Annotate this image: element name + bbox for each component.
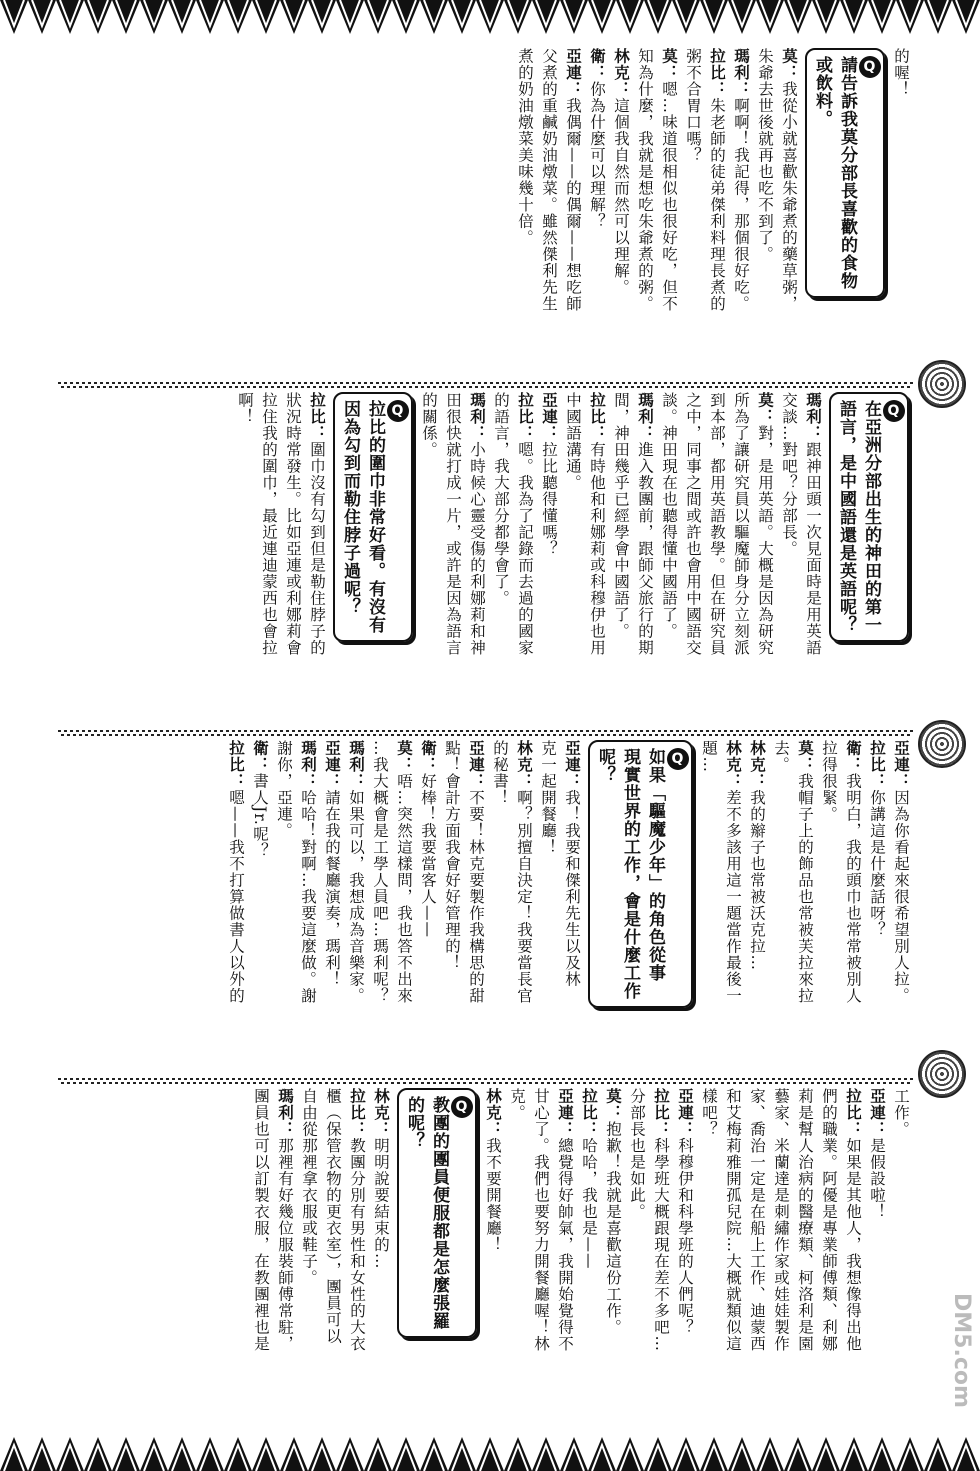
dialogue-text: 甘心了。我們也要努力開餐廳喔！林 <box>532 1088 550 1352</box>
question-box <box>333 392 413 642</box>
dialogue-line <box>441 392 465 724</box>
dialogue-line <box>697 1088 721 1423</box>
question-text: 在亞洲分部出生的神田的第一 語言，是中國語還是英語呢？ <box>836 400 881 634</box>
dialogue-text: 差不多該用這一題當作最後一 <box>724 789 742 1004</box>
dialogue-line <box>553 1088 577 1423</box>
dialogue-line <box>233 392 257 724</box>
dialogue-line <box>465 392 489 724</box>
dialogue-text: 嗯——我不打算做書人以外的 <box>227 789 245 1004</box>
dialogue-line <box>841 740 865 1072</box>
question-box <box>829 392 909 642</box>
speaker-label: 莫： <box>780 48 798 81</box>
question-text: 請告訴我莫分部長喜歡的食物 或飲料。 <box>812 56 857 290</box>
speaker-label: 亞連： <box>323 740 341 790</box>
dialogue-text: 狀況時常發生。比如亞連或利娜莉會 <box>284 392 302 656</box>
dialogue-text: 謝你，亞連。 <box>275 740 293 839</box>
dialogue-line <box>705 48 729 378</box>
dialogue-text: 們的職業。阿優是專業師傅類、利娜 <box>820 1088 838 1352</box>
dialogue-text: 我帽子上的飾品也常被芙拉來拉 <box>796 773 814 1004</box>
dialogue-line <box>769 1088 793 1423</box>
speaker-label: 林克： <box>748 740 766 790</box>
speaker-label: 莫： <box>604 1088 622 1121</box>
speaker-label: 林克： <box>484 1088 502 1138</box>
question-box <box>805 48 885 298</box>
dialogue-text: 不要！林克要製作我構思的甜 <box>467 789 485 1004</box>
speaker-label: 林克： <box>612 48 630 98</box>
speaker-label: 亞連： <box>467 740 485 790</box>
dialogue-line <box>745 1088 769 1423</box>
dialogue-line <box>416 740 440 1072</box>
dialogue-text: 櫃（保管衣物的更衣室），團員可以 <box>324 1088 342 1345</box>
speaker-label: 拉比： <box>348 1088 366 1138</box>
dialogue-line <box>609 392 633 724</box>
dialogue-line <box>705 392 729 724</box>
dialogue-text: 請在我的餐廳演奏，瑪利！ <box>323 789 341 988</box>
dialogue-line <box>561 48 585 378</box>
speaker-label: 拉比： <box>868 740 886 790</box>
q-badge-icon: Q <box>883 400 905 422</box>
dialogue-line <box>577 1088 601 1423</box>
dialogue-text: 所為了讓研究員以驅魔師身分立刻派 <box>732 392 750 656</box>
dialogue-line <box>489 392 513 724</box>
dialogue-line <box>889 740 913 1072</box>
dialogue-text: 的秘書！ <box>491 740 509 806</box>
halftone-circle-decoration <box>918 720 966 768</box>
dialogue-line <box>841 1088 865 1423</box>
dialogue-text: 科穆伊和科學班的人們呢？ <box>676 1137 694 1336</box>
dialogue-text: 小時候心靈受傷的利娜莉和神 <box>468 441 486 656</box>
dialogue-line <box>392 740 416 1072</box>
speaker-label: 拉比： <box>708 48 726 98</box>
dialogue-line <box>649 1088 673 1423</box>
dialogue-text: 抱歉！我就是喜歡這份工作。 <box>604 1121 622 1336</box>
speaker-label: 拉比： <box>588 392 606 442</box>
dialogue-line <box>681 48 705 378</box>
speaker-label: 衛： <box>251 740 269 773</box>
dialogue-text: 談。神田現在也聽得懂中國語了。 <box>660 392 678 640</box>
dialogue-text: 你講這是什麼話呀？ <box>868 789 886 938</box>
dialogue-line <box>585 48 609 378</box>
dialogue-line <box>721 1088 745 1423</box>
dialogue-text: 唔…突然這樣問，我也答不出來 <box>395 773 413 1004</box>
bottom-zigzag-border <box>0 1431 980 1471</box>
dialogue-line <box>777 48 801 378</box>
halftone-circle-decoration <box>918 360 966 408</box>
dialogue-text: 書人Jr.呢？ <box>251 773 269 859</box>
speaker-label: 亞連： <box>563 740 581 790</box>
dialogue-line <box>681 392 705 724</box>
dialogue-line <box>777 392 801 724</box>
dialogue-line <box>248 740 272 1072</box>
dialogue-line <box>633 48 657 378</box>
dialogue-text: 總覺得好帥氣，我開始覺得不 <box>556 1137 574 1352</box>
dialogue-text: 知為什麼，我就是想吃朱爺煮的粥。 <box>636 48 654 312</box>
dialogue-text: 煮的奶油燉菜美味幾十倍。 <box>516 48 534 246</box>
dialogue-line <box>865 740 889 1072</box>
section-divider <box>58 730 913 736</box>
dialogue-line <box>625 1088 649 1423</box>
dialogue-text: 粥不合胃口嗎？ <box>684 48 702 164</box>
dialogue-text: 如果可以，我想成為音樂家。 <box>347 789 365 1004</box>
dialogue-text: 明明說要結束的… <box>372 1137 390 1270</box>
dialogue-text: 克。 <box>508 1088 526 1121</box>
dialogue-line <box>561 392 585 724</box>
dialogue-text: 我明白，我的頭巾也常常被別人 <box>844 773 862 1004</box>
dialogue-line <box>817 1088 841 1423</box>
dialogue-line <box>753 48 777 378</box>
dialogue-line <box>889 48 913 378</box>
dialogue-line <box>560 740 584 1072</box>
section-band-1 <box>58 48 913 378</box>
dialogue-text: 自由從那裡拿衣服或鞋子。 <box>300 1088 318 1286</box>
q-badge-icon: Q <box>387 400 409 422</box>
dialogue-line <box>585 392 609 724</box>
dialogue-line <box>697 740 721 1072</box>
dialogue-text: 這個我自然而然可以理解。 <box>612 97 630 296</box>
dialogue-text: 和艾梅莉雅開孤兒院…大概就類似這 <box>724 1088 742 1352</box>
dialogue-text: 的喔！ <box>892 48 910 98</box>
dialogue-line <box>513 392 537 724</box>
speaker-label: 林克： <box>515 740 533 790</box>
dialogue-line <box>273 1088 297 1423</box>
speaker-label: 瑪利： <box>636 392 654 442</box>
dialogue-text: 樣吧？ <box>700 1088 718 1138</box>
dialogue-line <box>281 392 305 724</box>
dialogue-text: 田很快就打成一片，或許是因為語言 <box>444 392 462 656</box>
dialogue-text: 有時他和利娜莉或科穆伊也用 <box>588 441 606 656</box>
question-text: 拉比的圍巾非常好看。有沒有 因為勾到而勒住脖子過呢？ <box>340 400 385 634</box>
dialogue-text: 分部長也是如此。 <box>628 1088 646 1220</box>
speaker-label: 莫： <box>395 740 413 773</box>
dialogue-line <box>488 740 512 1072</box>
speaker-label: 莫： <box>756 392 774 425</box>
speaker-label: 莫： <box>660 48 678 81</box>
section-divider <box>58 1078 913 1084</box>
dialogue-text: 拉比聽得懂嗎？ <box>540 441 558 557</box>
speaker-label: 亞連： <box>540 392 558 442</box>
dialogue-line <box>817 740 841 1072</box>
dialogue-text: 那裡有好幾位服裝師傅常駐， <box>276 1137 294 1352</box>
dialogue-line <box>633 392 657 724</box>
dialogue-line <box>297 1088 321 1423</box>
dialogue-text: 嗯…味道很相似也很好吃，但不 <box>660 81 678 312</box>
dialogue-line <box>296 740 320 1072</box>
dialogue-text: 科學班大概跟現在差不多吧… <box>652 1137 670 1352</box>
dialogue-text: 之中，同事之間或許也會用中國語交 <box>684 392 702 656</box>
dialogue-text: 因為你看起來很希望別人拉。 <box>892 789 910 1004</box>
speaker-label: 衛： <box>844 740 862 773</box>
dialogue-text: 我偶爾——的偶爾——想吃師 <box>564 97 582 312</box>
dialogue-line <box>609 48 633 378</box>
dialogue-text: 如果是其他人，我想像得出他 <box>844 1137 862 1352</box>
speaker-label: 亞連： <box>892 740 910 790</box>
speaker-label: 瑪利： <box>732 48 750 98</box>
dialogue-line <box>440 740 464 1072</box>
dialogue-line <box>729 48 753 378</box>
dialogue-text: 工作。 <box>892 1088 910 1138</box>
dialogue-text: 題… <box>700 740 718 773</box>
dialogue-line <box>513 48 537 378</box>
dialogue-line <box>369 1088 393 1423</box>
dialogue-text: 跟神田頭一次見面時是用英語 <box>804 441 822 656</box>
dialogue-line <box>657 392 681 724</box>
dialogue-line <box>889 1088 913 1423</box>
dialogue-text: 團員也可以訂製衣服，在教團裡也是 <box>252 1088 270 1352</box>
dialogue-line <box>793 740 817 1072</box>
dialogue-line <box>345 1088 369 1423</box>
question-text: 如果「驅魔少年」的角色從事 現實世界的工作，會是什麼工作 呢？ <box>595 748 665 1000</box>
speaker-label: 亞連： <box>676 1088 694 1138</box>
dialogue-text: 到本部，都用英語教學。但在研究員 <box>708 392 726 656</box>
speaker-label: 瑪利： <box>804 392 822 442</box>
dialogue-line <box>769 740 793 1072</box>
dialogue-line <box>529 1088 553 1423</box>
dialogue-text: 教團分別有男性和女性的大衣 <box>348 1137 366 1352</box>
dialogue-text: …我大概會是工學人員吧…瑪利呢？ <box>371 740 389 1004</box>
dialogue-text: 我！我要和傑利先生以及林 <box>563 789 581 988</box>
dialogue-text: 點！會計方面我會好好管理的！ <box>443 740 461 971</box>
dialogue-text: 朱老師的徒弟傑利料理長煮的 <box>708 97 726 312</box>
dialogue-text: 圍巾沒有勾到但是勒住脖子的 <box>308 441 326 656</box>
speaker-label: 亞連： <box>556 1088 574 1138</box>
speaker-label: 拉比： <box>580 1088 598 1138</box>
speaker-label: 瑪利： <box>299 740 317 790</box>
speaker-label: 衛： <box>419 740 437 773</box>
dialogue-text: 你為什麼可以理解？ <box>588 81 606 230</box>
dialogue-line <box>249 1088 273 1423</box>
dialogue-line <box>601 1088 625 1423</box>
dialogue-text: 的語言，我大部分都學會了。 <box>492 392 510 607</box>
dialogue-text: 啊啊！我記得，那個很好吃。 <box>732 97 750 312</box>
dialogue-line <box>753 392 777 724</box>
dialogue-text: 去。 <box>772 740 790 773</box>
dialogue-line <box>537 392 561 724</box>
dialogue-text: 中國語溝通。 <box>564 392 582 491</box>
dialogue-line <box>729 392 753 724</box>
dialogue-text: 是假設啦！ <box>868 1137 886 1220</box>
dialogue-line <box>801 392 825 724</box>
section-band-2 <box>58 392 913 724</box>
dialogue-text: 我的辮子也常被沃克拉… <box>748 789 766 971</box>
section-band-4 <box>58 1088 913 1423</box>
speaker-label: 亞連： <box>868 1088 886 1138</box>
dialogue-line <box>505 1088 529 1423</box>
section-divider <box>58 382 913 388</box>
dialogue-text: 朱爺去世後就再也吃不到了。 <box>756 48 774 263</box>
dialogue-text: 哈哈！對啊…我要這麼做。謝 <box>299 789 317 1004</box>
speaker-label: 亞連： <box>564 48 582 98</box>
dialogue-text: 我不要開餐廳！ <box>484 1137 502 1253</box>
dialogue-line <box>512 740 536 1072</box>
site-watermark: DM5.com <box>949 1292 974 1408</box>
dialogue-text: 啊！ <box>236 392 254 425</box>
dialogue-line <box>657 48 681 378</box>
speaker-label: 林克： <box>372 1088 390 1138</box>
speaker-label: 拉比： <box>308 392 326 442</box>
dialogue-text: 間，神田幾乎已經學會中國語了。 <box>612 392 630 640</box>
speaker-label: 莫： <box>796 740 814 773</box>
speaker-label: 拉比： <box>844 1088 862 1138</box>
dialogue-text: 嗯。我為了記錄而去過的國家 <box>516 441 534 656</box>
speaker-label: 瑪利： <box>468 392 486 442</box>
speaker-label: 瑪利： <box>276 1088 294 1138</box>
dialogue-text: 進入教團前，跟師父旅行的期 <box>636 441 654 656</box>
speaker-label: 瑪利： <box>347 740 365 790</box>
dialogue-line <box>368 740 392 1072</box>
dialogue-text: 啊？別擅自決定！我要當長官 <box>515 789 533 1004</box>
dialogue-text: 對，是用英語。大概是因為研究 <box>756 425 774 656</box>
dialogue-text: 交談…對吧？分部長。 <box>780 392 798 557</box>
dialogue-text: 拉得很緊。 <box>820 740 838 823</box>
dialogue-line <box>536 740 560 1072</box>
section-band-3 <box>58 740 913 1072</box>
dialogue-line <box>865 1088 889 1423</box>
speaker-label: 拉比： <box>516 392 534 442</box>
dialogue-line <box>272 740 296 1072</box>
dialogue-line <box>257 392 281 724</box>
dialogue-text: 的關係。 <box>420 392 438 458</box>
dialogue-text: 好棒！我要當客人—— <box>419 773 437 938</box>
dialogue-line <box>793 1088 817 1423</box>
question-text: 教團的團員便服都是怎麼張羅 的呢？ <box>404 1096 449 1330</box>
speaker-label: 林克： <box>724 740 742 790</box>
dialogue-line <box>745 740 769 1072</box>
dialogue-line <box>464 740 488 1072</box>
dialogue-line <box>305 392 329 724</box>
dialogue-line <box>321 1088 345 1423</box>
dialogue-line <box>481 1088 505 1423</box>
dialogue-line <box>344 740 368 1072</box>
q-badge-icon: Q <box>667 748 689 770</box>
dialogue-text: 克一起開餐廳！ <box>539 740 557 856</box>
dialogue-text: 我從小就喜歡朱爺煮的藥草粥， <box>780 81 798 312</box>
dialogue-line <box>320 740 344 1072</box>
dialogue-line <box>224 740 248 1072</box>
q-badge-icon: Q <box>451 1096 473 1118</box>
dialogue-text: 莉是幫人治病的醫療類、柯洛利是園 <box>796 1088 814 1352</box>
dialogue-text: 藝家、米蘭達是刺繡作家或娃娃製作 <box>772 1088 790 1352</box>
speaker-label: 拉比： <box>652 1088 670 1138</box>
q-badge-icon: Q <box>859 56 881 78</box>
dialogue-text: 拉住我的圍巾，最近連迪蒙西也會拉 <box>260 392 278 656</box>
dialogue-line <box>721 740 745 1072</box>
question-box <box>588 740 693 1008</box>
dialogue-text: 家、喬治一定是在船上工作、迪蒙西 <box>748 1088 766 1352</box>
dialogue-text: 哈哈，我也是—— <box>580 1137 598 1270</box>
speaker-label: 衛： <box>588 48 606 81</box>
dialogue-line <box>537 48 561 378</box>
dialogue-text: 父煮的重鹹奶油燉菜。雖然傑利先生 <box>540 48 558 312</box>
question-box <box>397 1088 477 1338</box>
top-zigzag-border <box>0 0 980 40</box>
dialogue-line <box>673 1088 697 1423</box>
speaker-label: 拉比： <box>227 740 245 790</box>
dialogue-line <box>417 392 441 724</box>
halftone-circle-decoration <box>918 1050 966 1098</box>
